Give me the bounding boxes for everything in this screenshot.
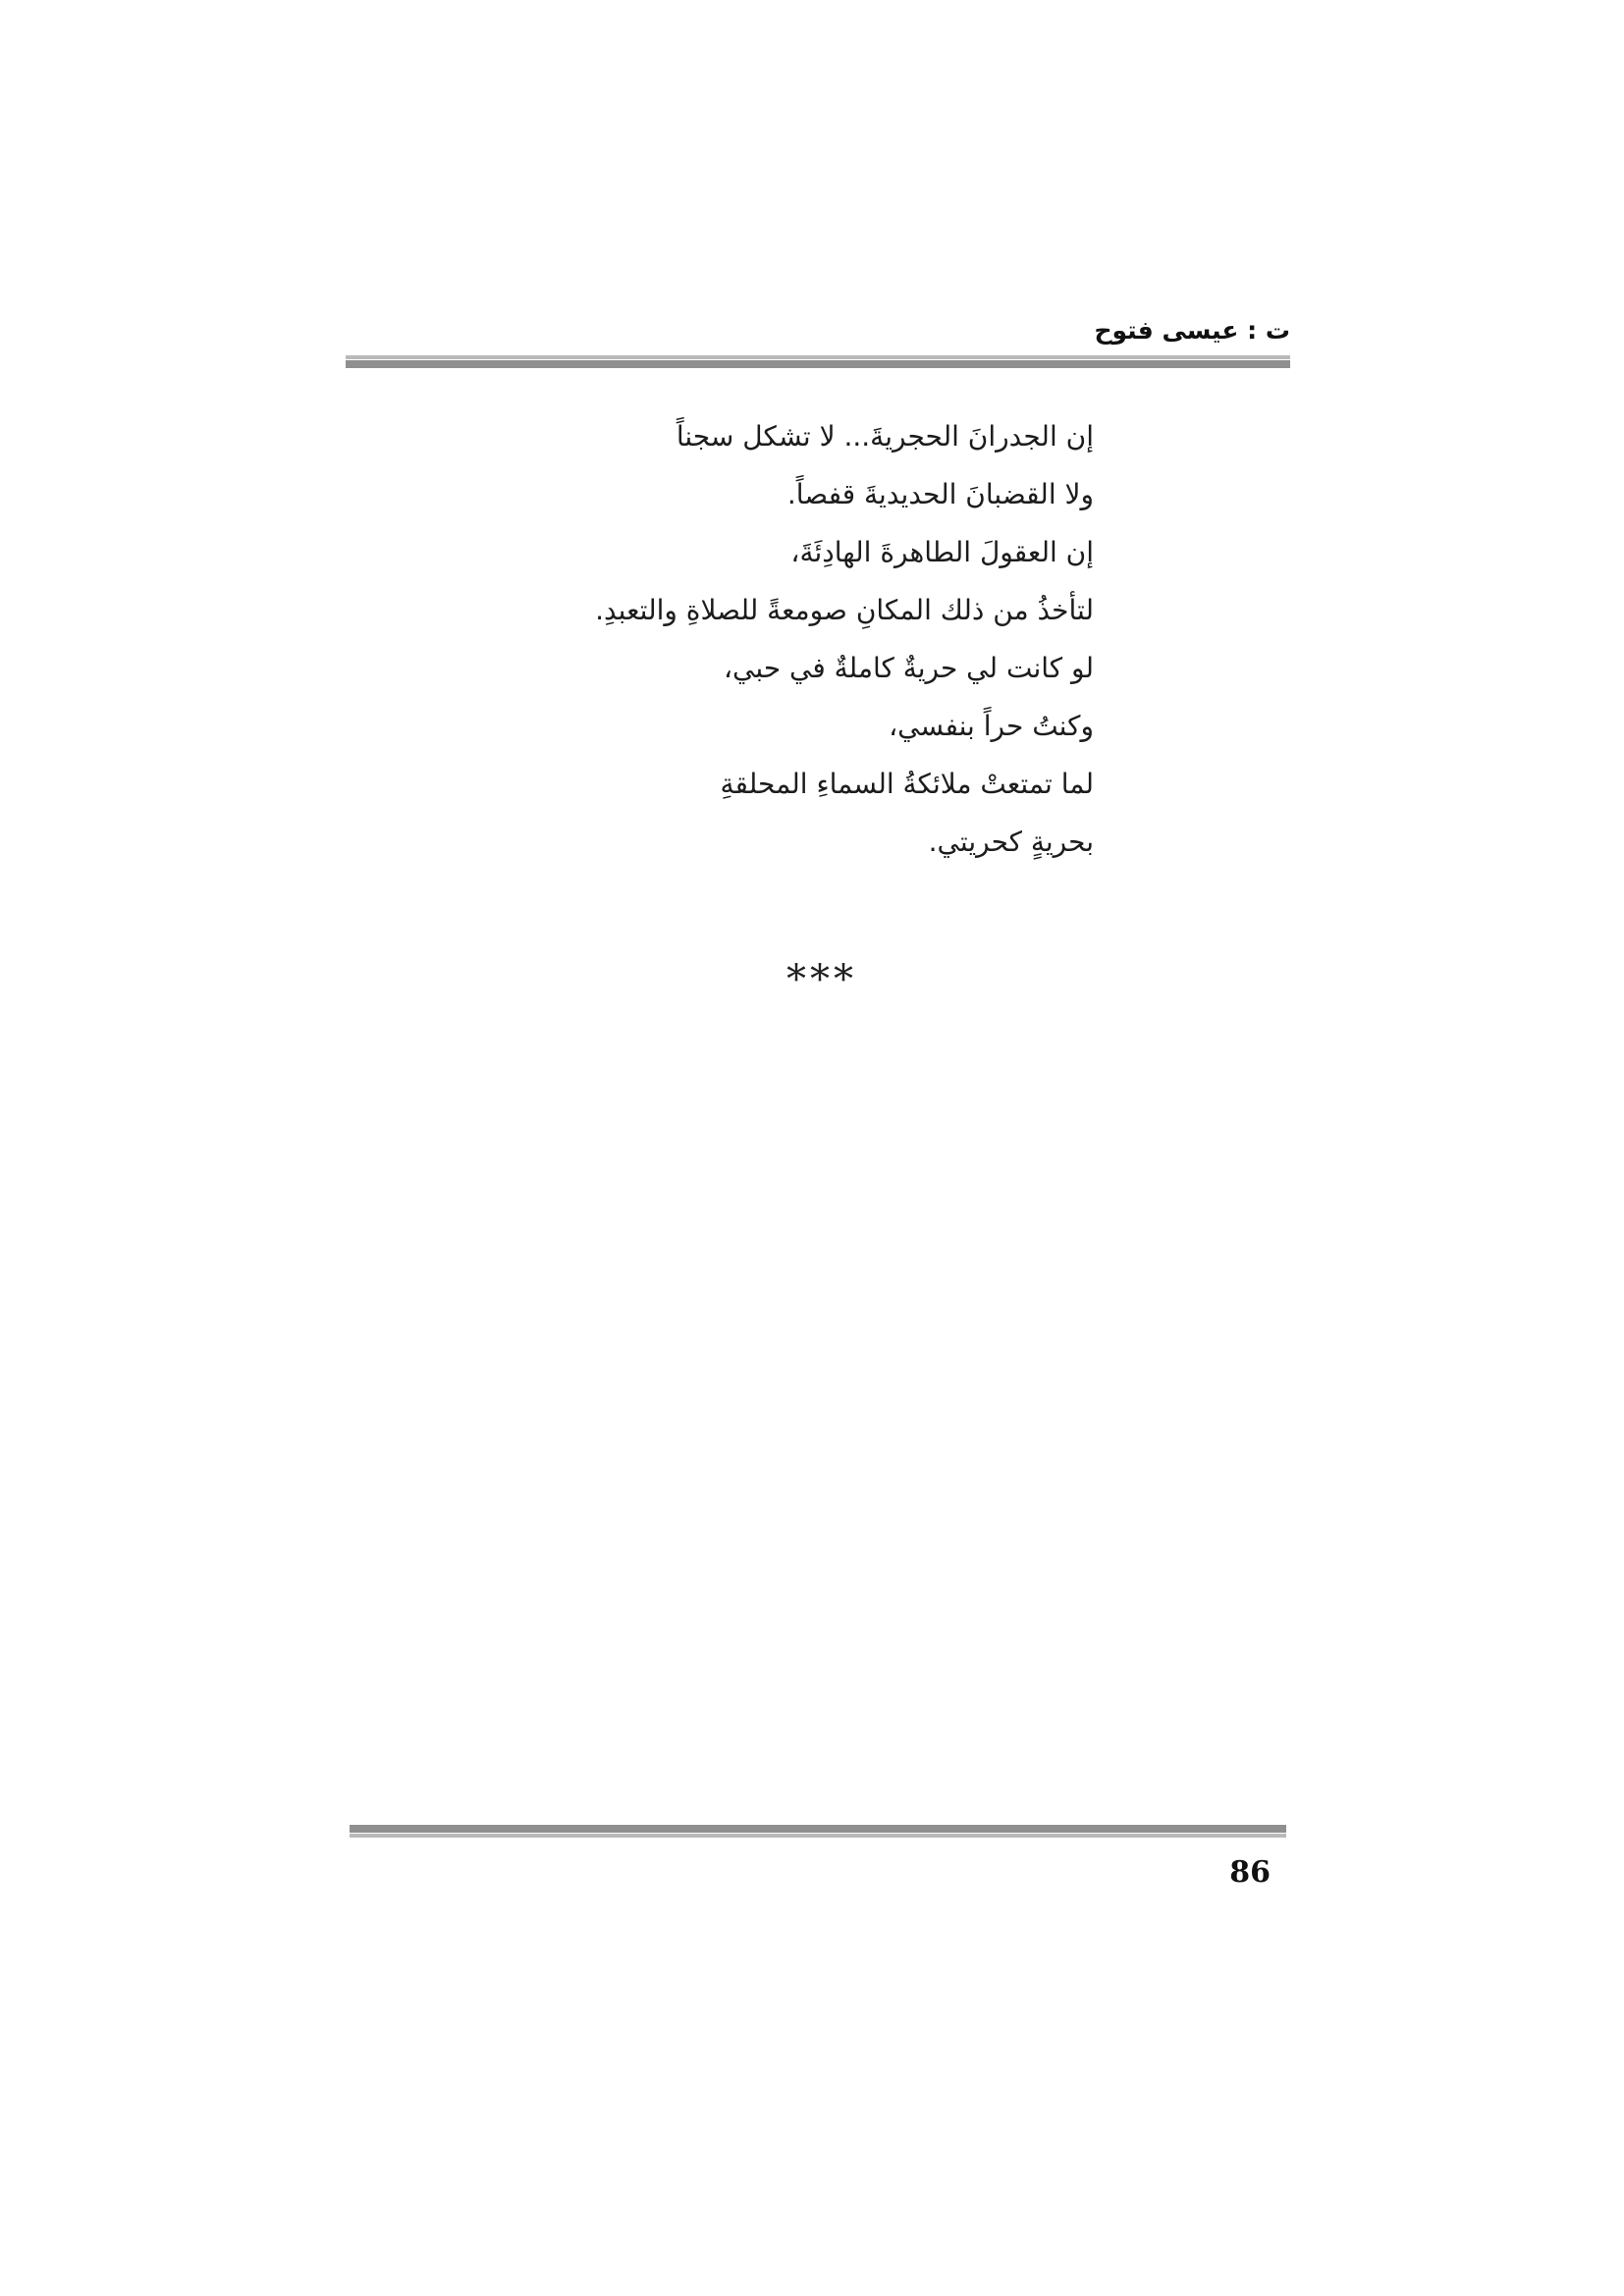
- poem-line: وكنتُ حراً بنفسي،: [889, 710, 1094, 742]
- poem-line: ولا القضبانَ الحديديةَ قفصاً.: [786, 478, 1094, 510]
- poem-stanza: [348, 407, 1094, 871]
- poem-line: لو كانت لي حريةٌ كاملةٌ في حبي،: [724, 652, 1094, 684]
- footer-rule: [350, 1825, 1286, 1838]
- poem-line: إن الجدرانَ الحجريةَ... لا تشكل سجناً: [676, 420, 1094, 453]
- running-header-title: ت : عيسى فتوح: [1094, 316, 1290, 345]
- poem-line: لما تمتعتْ ملائكةُ السماءِ المحلقةِ: [720, 768, 1094, 800]
- poem-line: لتأخذُ من ذلك المكانِ صومعةً للصلاةِ والتعبدِ.: [595, 594, 1094, 626]
- page-number: 86: [1229, 1855, 1271, 1890]
- poem-line: إن العقولَ الطاهرةَ الهادِئَةَ،: [790, 536, 1094, 568]
- section-separator: ***: [786, 957, 857, 1002]
- poem-line: بحريةٍ كحريتي.: [928, 826, 1094, 858]
- header-rule: [346, 355, 1290, 368]
